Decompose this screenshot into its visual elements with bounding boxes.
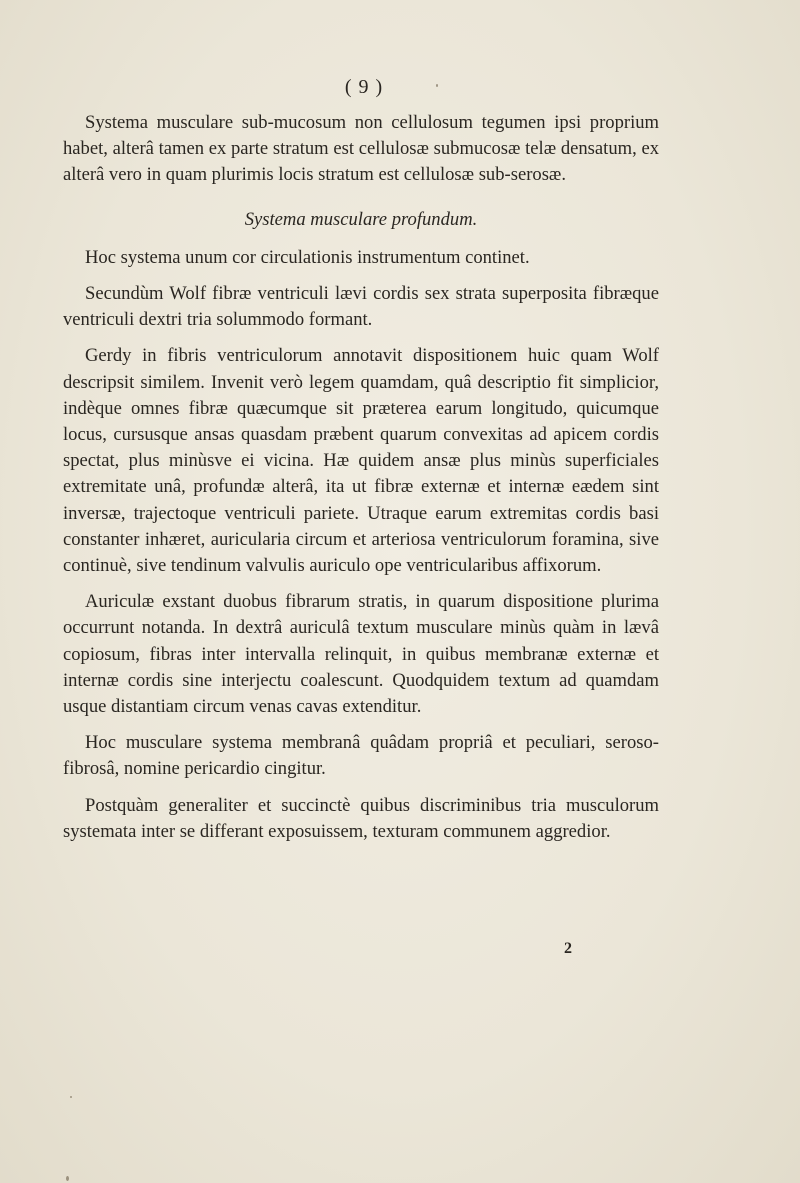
section-paragraph: Gerdy in fibris ventriculorum annotavit dispositionem huic quam Wolf descripsit similem. Invenit verò legem quamdam, quâ descriptio fit simplicior, indèque omnes fibræ quæcumque sit præterea earum longitudo, quicumque locus, cursusque ansas quasdam præbent quarum convexitas ad apicem cordis spectat, plus minùsve ei vicina. Hæ quidem ansæ plus minùs superficiales extremitate unâ, profundæ alterâ, ita ut fibræ externæ et internæ eædem sint inversæ, trajectoque ventriculi pariete. Utraque earum extremitas cordis basi constanter inhæret, auricularia circum et arteriosa ventriculorum foramina, sive continuè, sive tendinum valvulis auriculo ope ventricularibus affixorum.: [63, 345, 659, 577]
section-paragraph: Secundùm Wolf fibræ ventriculi lævi cordis sex strata superposita fibræque ventriculi dextri tria solummodo formant.: [63, 283, 659, 331]
section-paragraph: Auriculæ exstant duobus fibrarum stratis, in quarum dispositione plurima occurrunt notanda. In dextrâ auriculâ textum musculare minùs quàm in lævâ copiosum, fibras inter intervalla relinquit, in quibus membranæ externæ et internæ cordis sine interjectu coalescunt. Quodquidem textum ad quamdam usque distantiam circum venas cavas extenditur.: [63, 591, 659, 718]
signature-mark: 2: [564, 940, 572, 957]
page-body: [63, 110, 659, 845]
section-paragraph: Hoc musculare systema membranâ quâdam propriâ et peculiari, seroso-fibrosâ, nomine pericardio cingitur.: [63, 732, 659, 780]
section-paragraph: Postquàm generaliter et succinctè quibus discriminibus tria musculorum systemata inter se differant exposuissem, texturam communem aggredior.: [63, 794, 659, 842]
page-number: ( 9 ): [344, 76, 384, 98]
intro-paragraph: Systema musculare sub-mucosum non cellulosum tegumen ipsi proprium habet, alterâ tamen ex parte stratum est cellulosæ submucosæ telæ densatum, ex alterâ vero in quam plurimis locis stratum est cellulosæ sub-serosæ.: [63, 112, 659, 186]
section-heading: Systema musculare profundum.: [244, 208, 478, 230]
paper-speck: [66, 1176, 69, 1181]
paper-speck: [70, 1096, 72, 1098]
section-paragraph: Hoc systema unum cor circulationis instrumentum continet.: [85, 246, 530, 268]
paper-speck: [436, 84, 438, 87]
